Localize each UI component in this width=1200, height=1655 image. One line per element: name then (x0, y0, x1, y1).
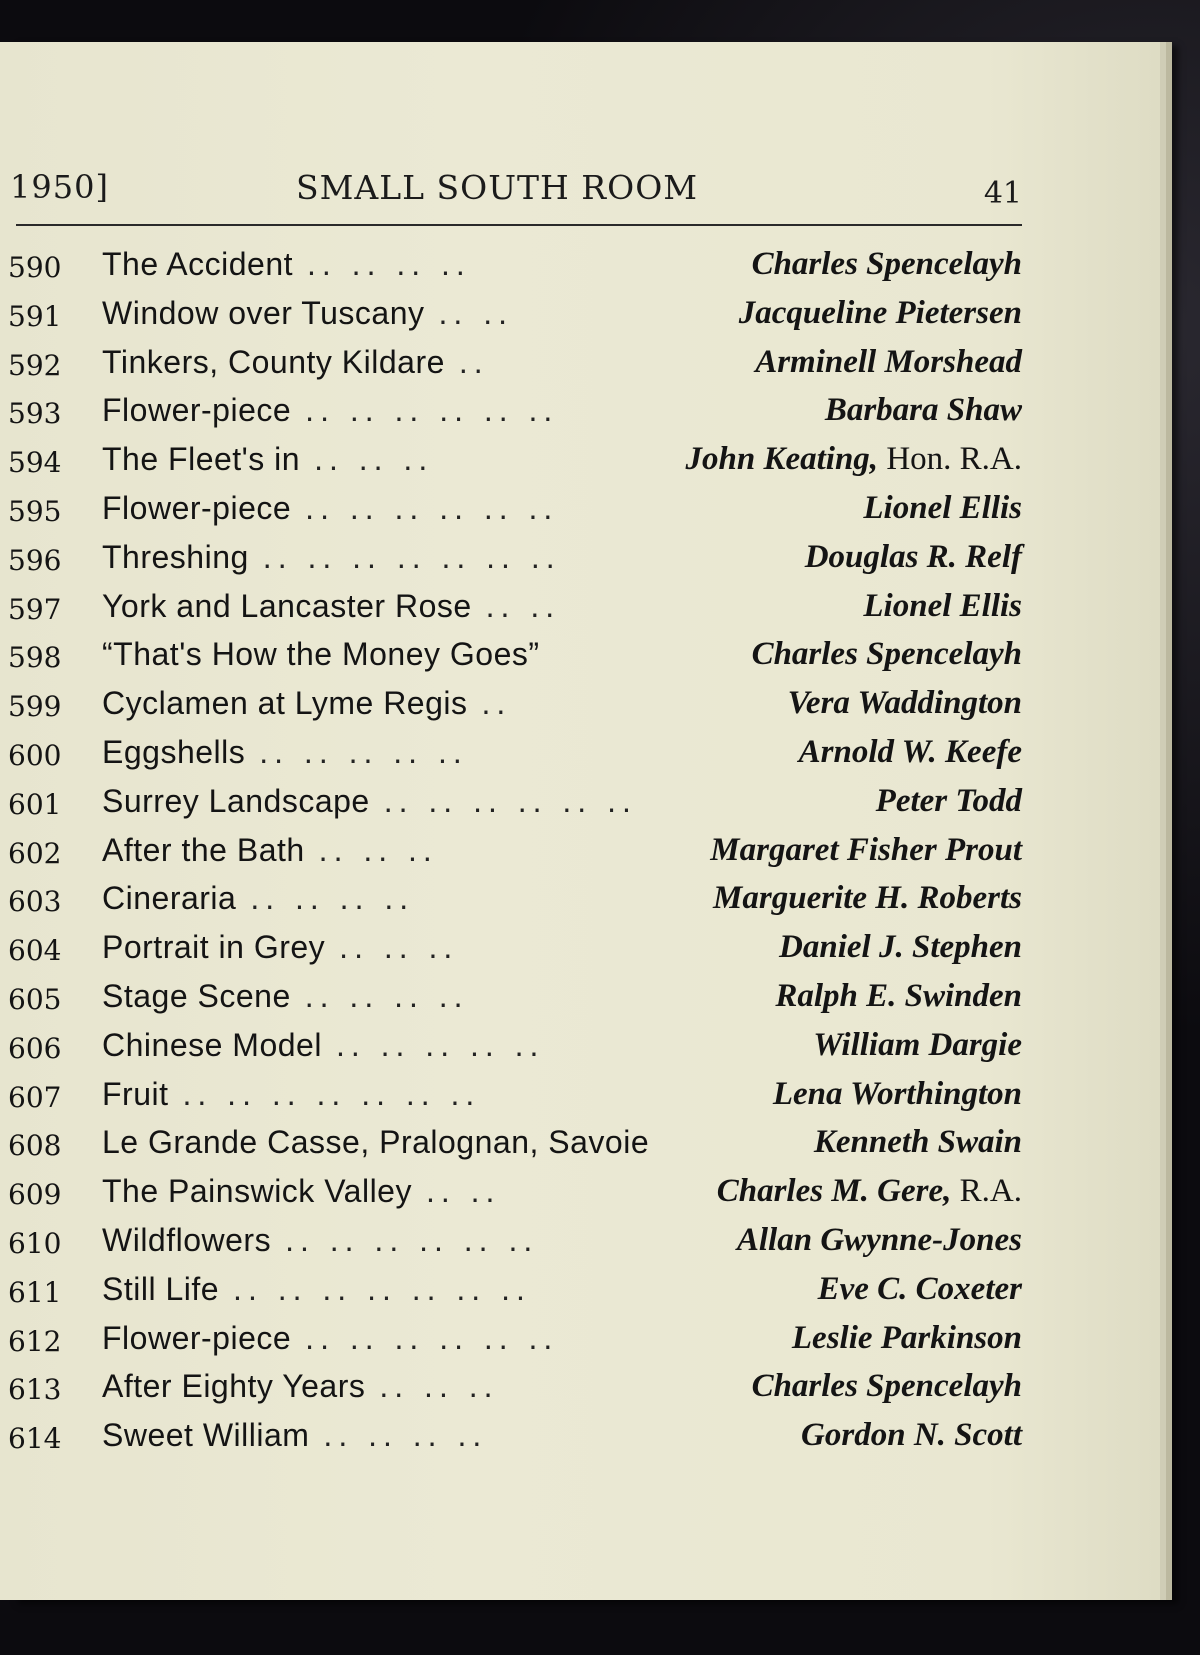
header-room-title: SMALL SOUTH ROOM (296, 168, 699, 207)
page-number: 41 (983, 176, 1022, 211)
work-title (102, 679, 511, 727)
artist-name-text: Charles Spencelayh (751, 1368, 1022, 1405)
artist-name (737, 1216, 1022, 1264)
work-title-text: The Painswick Valley (102, 1173, 412, 1210)
work-title (102, 1021, 544, 1069)
work-title (102, 1118, 649, 1166)
artist-honours: R.A. (951, 1173, 1022, 1210)
leader-dots: .. .. .. .. (250, 880, 415, 917)
work-title-text: Stage Scene (102, 977, 291, 1014)
artist-name-text: Charles M. Gere, (716, 1173, 952, 1210)
artist-name-text: Eve C. Coxeter (817, 1270, 1022, 1307)
work-title-text: York and Lancaster Rose (102, 587, 472, 624)
work-title-text: Fruit (102, 1075, 169, 1112)
catalogue-number: 600 (8, 738, 62, 772)
list-item (8, 1021, 1022, 1070)
work-title (102, 1265, 531, 1313)
artist-name (801, 1411, 1022, 1459)
list-item (8, 630, 1022, 679)
catalogue-number: 603 (8, 885, 62, 919)
artist-name-text: Peter Todd (875, 782, 1022, 819)
running-header (10, 168, 1022, 218)
catalogue-number: 597 (8, 592, 62, 626)
artist-name (717, 1167, 1022, 1215)
work-title-text: Le Grande Casse, Pralognan, Savoie (102, 1124, 650, 1161)
work-title-text: Threshing (102, 538, 249, 575)
leader-dots: .. .. .. .. .. .. .. (262, 538, 561, 575)
catalogue-number: 604 (8, 934, 62, 968)
list-item (8, 484, 1022, 533)
artist-name (876, 777, 1022, 825)
artist-name (773, 1070, 1022, 1118)
artist-name (739, 289, 1022, 337)
work-title-text: Sweet William (102, 1417, 310, 1454)
leader-dots: .. .. .. (339, 929, 459, 966)
leader-dots: .. .. .. (318, 831, 438, 868)
catalogue-number: 602 (8, 836, 62, 870)
work-title (102, 484, 558, 532)
leader-dots: .. .. .. .. .. .. (383, 782, 637, 819)
work-title (102, 1411, 487, 1459)
work-title (102, 435, 433, 483)
artist-name (713, 874, 1022, 922)
list-item (8, 679, 1022, 728)
leader-dots: .. (481, 685, 512, 722)
work-title-text: Cineraria (102, 880, 237, 917)
catalogue-number: 611 (8, 1275, 62, 1309)
page-edge (1160, 48, 1170, 1596)
leader-dots: .. .. (438, 294, 513, 331)
catalogue-number: 610 (8, 1226, 62, 1260)
catalogue-number: 591 (8, 299, 62, 333)
catalogue-number: 590 (8, 251, 62, 284)
work-title (102, 1362, 499, 1410)
catalogue-number: 594 (8, 446, 62, 480)
leader-dots: .. .. .. .. (304, 977, 469, 1014)
work-title (102, 1314, 558, 1362)
list-item (8, 972, 1022, 1021)
leader-dots: .. .. .. .. .. .. .. (233, 1270, 531, 1307)
artist-name-text: Arminell Morshead (755, 343, 1022, 380)
list-item (8, 533, 1022, 582)
artist-name-text: Douglas R. Relf (804, 538, 1022, 575)
list-item (8, 777, 1022, 826)
leader-dots: .. (458, 343, 489, 380)
catalogue-number: 612 (8, 1324, 62, 1358)
artist-name-text: Kenneth Swain (813, 1124, 1022, 1161)
leader-dots: .. .. .. .. .. .. (305, 1319, 559, 1356)
artist-name-text: Jacqueline Pietersen (738, 294, 1022, 331)
artist-name-text: Marguerite H. Roberts (713, 880, 1022, 917)
list-item (8, 1411, 1022, 1460)
work-title-text: Flower-piece (102, 489, 292, 526)
work-title-text: The Fleet's in (102, 441, 301, 478)
artist-name-text: Lionel Ellis (863, 489, 1022, 526)
artist-name-text: John Keating, (685, 441, 879, 478)
catalogue-number: 595 (8, 494, 62, 528)
catalogue-number: 599 (8, 690, 62, 724)
work-title-text: Window over Tuscany (102, 294, 425, 331)
leader-dots: .. .. (425, 1173, 501, 1210)
artist-name-text: Gordon N. Scott (801, 1417, 1022, 1454)
work-title (102, 777, 637, 825)
artist-name (814, 1118, 1022, 1166)
work-title (102, 289, 513, 337)
artist-name (755, 338, 1022, 386)
leader-dots: .. .. .. (379, 1368, 499, 1405)
work-title (102, 240, 471, 288)
work-title (102, 1216, 538, 1264)
work-title-text: “That's How the Money Goes” (102, 636, 540, 673)
artist-name (779, 923, 1022, 971)
list-item (8, 582, 1022, 631)
leader-dots: .. .. .. .. .. .. (305, 489, 559, 526)
list-item (8, 1314, 1022, 1363)
leader-dots: .. .. .. .. .. .. .. (182, 1075, 481, 1112)
leader-dots: .. .. .. .. (323, 1417, 488, 1454)
list-item (8, 1118, 1022, 1167)
leader-dots: .. .. (485, 587, 561, 624)
list-item (8, 1216, 1022, 1265)
leader-dots: .. .. .. (314, 441, 434, 478)
work-title (102, 728, 468, 776)
artist-name-text: Allan Gwynne-Jones (736, 1221, 1022, 1258)
work-title-text: After Eighty Years (102, 1368, 366, 1405)
artist-name (752, 240, 1022, 288)
work-title-text: Chinese Model (102, 1026, 322, 1063)
work-title-text: Flower-piece (102, 392, 292, 429)
artist-name (825, 386, 1022, 434)
artist-name (818, 1265, 1022, 1313)
work-title (102, 923, 458, 971)
artist-name-text: Charles Spencelayh (751, 636, 1022, 673)
list-item (8, 435, 1022, 484)
list-item (8, 1070, 1022, 1119)
work-title (102, 338, 489, 386)
catalogue-number: 593 (8, 397, 62, 431)
work-title (102, 1070, 480, 1118)
list-item (8, 1167, 1022, 1216)
work-title (102, 1167, 500, 1215)
catalogue-number: 609 (8, 1178, 62, 1212)
artist-name-text: William Dargie (813, 1026, 1022, 1063)
leader-dots: .. .. .. .. (307, 246, 471, 282)
list-item (8, 289, 1022, 338)
catalogue-number: 613 (8, 1373, 62, 1407)
work-title-text: Still Life (102, 1270, 220, 1307)
work-title (102, 826, 438, 874)
artist-name-text: Ralph E. Swinden (775, 977, 1022, 1014)
catalogue-number: 592 (8, 348, 62, 382)
work-title (102, 630, 540, 678)
artist-name-text: Vera Waddington (787, 685, 1022, 722)
artist-name (752, 630, 1022, 678)
leader-dots: .. .. .. .. .. .. (285, 1221, 539, 1258)
artist-name-text: Daniel J. Stephen (779, 929, 1022, 966)
work-title-text: Cyclamen at Lyme Regis (102, 685, 468, 722)
work-title-text: Eggshells (102, 733, 246, 770)
artist-name (792, 1314, 1022, 1362)
list-item (8, 1265, 1022, 1314)
catalogue-number: 605 (8, 982, 62, 1016)
list-item (8, 874, 1022, 923)
catalogue-number: 601 (8, 787, 62, 821)
leader-dots: .. .. .. .. .. (335, 1026, 545, 1063)
artist-name (799, 728, 1022, 776)
artist-name-text: Barbara Shaw (824, 392, 1022, 429)
artist-name-text: Charles Spencelayh (751, 246, 1022, 282)
artist-name (813, 1021, 1022, 1069)
list-item (8, 728, 1022, 777)
list-item (8, 386, 1022, 435)
work-title-text: After the Bath (102, 831, 305, 868)
artist-name (686, 435, 1023, 483)
catalogue-number: 614 (8, 1422, 62, 1456)
artist-name-text: Leslie Parkinson (791, 1319, 1022, 1356)
artist-honours: Hon. R.A. (878, 441, 1022, 478)
work-title-text: The Accident (102, 246, 293, 282)
list-item (8, 240, 1022, 289)
artist-name-text: Lionel Ellis (863, 587, 1022, 624)
work-title-text: Portrait in Grey (102, 929, 326, 966)
artist-name (752, 1362, 1022, 1410)
header-year: 1950] (10, 168, 109, 206)
work-title (102, 386, 558, 434)
work-title (102, 533, 561, 581)
artist-name (775, 972, 1022, 1020)
work-title (102, 582, 560, 630)
catalogue-number: 596 (8, 543, 62, 577)
list-item (8, 338, 1022, 387)
catalogue-number: 607 (8, 1080, 62, 1114)
artist-name-text: Arnold W. Keefe (798, 733, 1022, 770)
work-title-text: Tinkers, County Kildare (102, 343, 445, 380)
header-rule (16, 224, 1022, 226)
catalogue-number: 606 (8, 1031, 62, 1065)
artist-name (788, 679, 1022, 727)
work-title-text: Wildflowers (102, 1221, 272, 1258)
catalogue-entries (8, 240, 1022, 1460)
artist-name (710, 826, 1022, 874)
artist-name (805, 533, 1022, 581)
artist-name-text: Lena Worthington (772, 1075, 1022, 1112)
work-title (102, 972, 469, 1020)
artist-name (863, 582, 1022, 630)
work-title-text: Flower-piece (102, 1319, 292, 1356)
leader-dots: .. .. .. .. .. .. (305, 392, 559, 429)
work-title (102, 874, 414, 922)
catalogue-number: 608 (8, 1129, 62, 1163)
artist-name-text: Margaret Fisher Prout (710, 831, 1022, 868)
list-item (8, 1362, 1022, 1411)
work-title-text: Surrey Landscape (102, 782, 370, 819)
list-item (8, 826, 1022, 875)
artist-name (863, 484, 1022, 532)
catalogue-number: 598 (8, 641, 62, 675)
list-item (8, 923, 1022, 972)
leader-dots: .. .. .. .. .. (259, 733, 468, 770)
